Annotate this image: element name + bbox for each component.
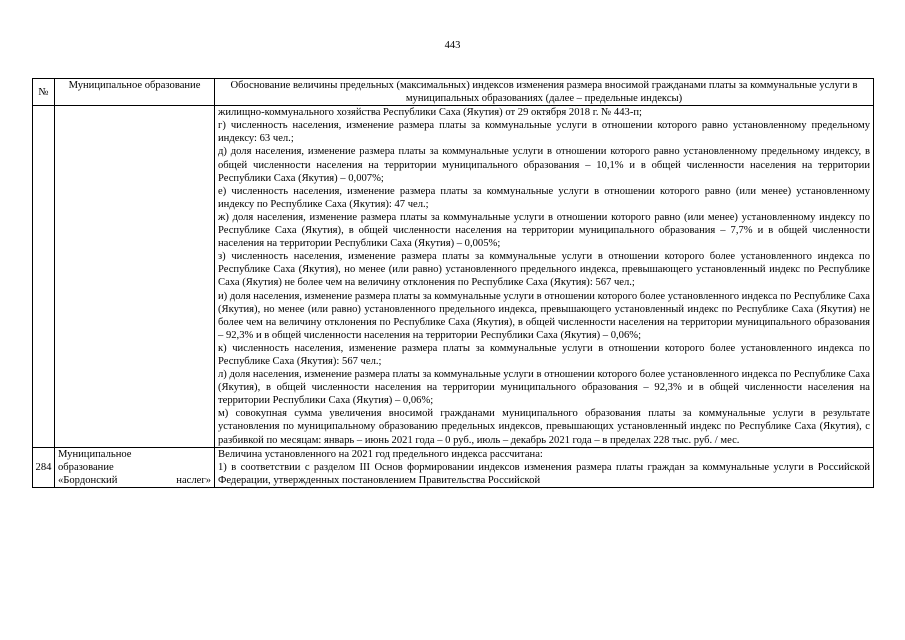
table-row <box>33 106 874 447</box>
paragraph: з) численность населения, изменение размера платы за коммунальные услуги в отношении которого более установленного индекса по Республике Саха (Якутия), но менее (или равно) установленного предельного индекса, превышающего установленный индекс по Республике Саха (Якутия) не более чем на величину отклонения по Республике Саха (Якутия): 567 чел.; <box>218 251 870 289</box>
paragraph: к) численность населения, изменение размера платы за коммунальные услуги в отношении которого более установленного индекса по Республике Саха (Якутия): 567 чел.; <box>218 342 870 367</box>
paragraph: и) доля населения, изменение размера платы за коммунальные услуги в отношении которого более установленного индекса по Республике Саха (Якутия), но менее (или равно) установленного предельного индекса, превышающего установленный индекс по Республике Саха (Якутия) не более чем на величину отклонения по Республике Саха (Якутия), в общей численности населения на территории муниципального образования – 92,3% и в общей численности населения на территории Республики Саха (Якутия) – 0,06%; <box>218 290 870 341</box>
header-justification: Обоснование величины предельных (максимальных) индексов изменения размера вносимой гражданами платы за коммунальные услуги в муниципальных образованиях (далее – предельные индексы) <box>215 79 874 106</box>
row-municipality <box>55 106 215 447</box>
paragraph: 1) в соответствии с разделом III Основ формировании индексов изменения размера платы граждан за коммунальные услуги в Российской Федерации, утвержденных постановлением Правительства Российской <box>218 461 870 486</box>
row-number <box>33 106 55 447</box>
municipality-line: «Бордонский <box>58 474 118 486</box>
tariff-justification-table <box>32 78 874 488</box>
row-justification <box>215 106 874 447</box>
row-municipality <box>55 447 215 487</box>
municipality-line: Муниципальное <box>58 448 132 460</box>
paragraph: г) численность населения, изменение размера платы за коммунальные услуги в отношении которого равно установленному предельному индексу: 63 чел.; <box>218 120 870 145</box>
row-justification <box>215 447 874 487</box>
municipality-line: образование <box>58 461 114 473</box>
municipality-name <box>58 474 211 487</box>
table-row <box>33 447 874 487</box>
paragraph: Величина установленного на 2021 год предельного индекса рассчитана: <box>218 448 543 460</box>
table-header-row <box>33 79 874 106</box>
paragraph: д) доля населения, изменение размера платы за коммунальные услуги в отношении которого равно установленному предельному индексу, в общей численности населения на территории муниципального образования – 10,1% и в общей численности населения на территории Республики Саха (Якутия) – 0,007%; <box>218 146 870 184</box>
row-number: 284 <box>33 447 55 487</box>
paragraph: жилищно-коммунального хозяйства Республики Саха (Якутия) от 29 октября 2018 г. № 443-п; <box>218 107 642 119</box>
paragraph: м) совокупная сумма увеличения вносимой гражданами муниципального образования платы за коммунальные услуги в результате установления по муниципальному образованию предельных индексов, превышающих установленный индекс по Республике Саха (Якутия), с разбивкой по месяцам: январь – июнь 2021 года – 0 руб., июль – декабрь 2021 года – в пределах 228 тыс. руб. / мес. <box>218 408 870 446</box>
paragraph: ж) доля населения, изменение размера платы за коммунальные услуги в отношении которого равно (или менее) установленному индексу по Республике Саха (Якутия), в общей численности населения на территории муниципального образования – 7,7% и в общей численности населения на территории Республики Саха (Якутия) – 0,005%; <box>218 211 870 250</box>
page-number: 443 <box>444 40 461 51</box>
header-municipality: Муниципальное образование <box>55 79 215 106</box>
paragraph: л) доля населения, изменение размера платы за коммунальные услуги в отношении которого более установленного индекса по Республике Саха (Якутия), в общей численности населения на территории муниципального образования – 92,3% и в общей численности населения на территории Республики Саха (Якутия) – 0,06%; <box>218 369 870 407</box>
municipality-line: наслег» <box>176 474 211 486</box>
header-number: № <box>33 79 55 106</box>
paragraph: е) численность населения, изменение размера платы за коммунальные услуги в отношении которого равно (или менее) установленному индексу по Республике Саха (Якутия): 47 чел.; <box>218 185 870 210</box>
